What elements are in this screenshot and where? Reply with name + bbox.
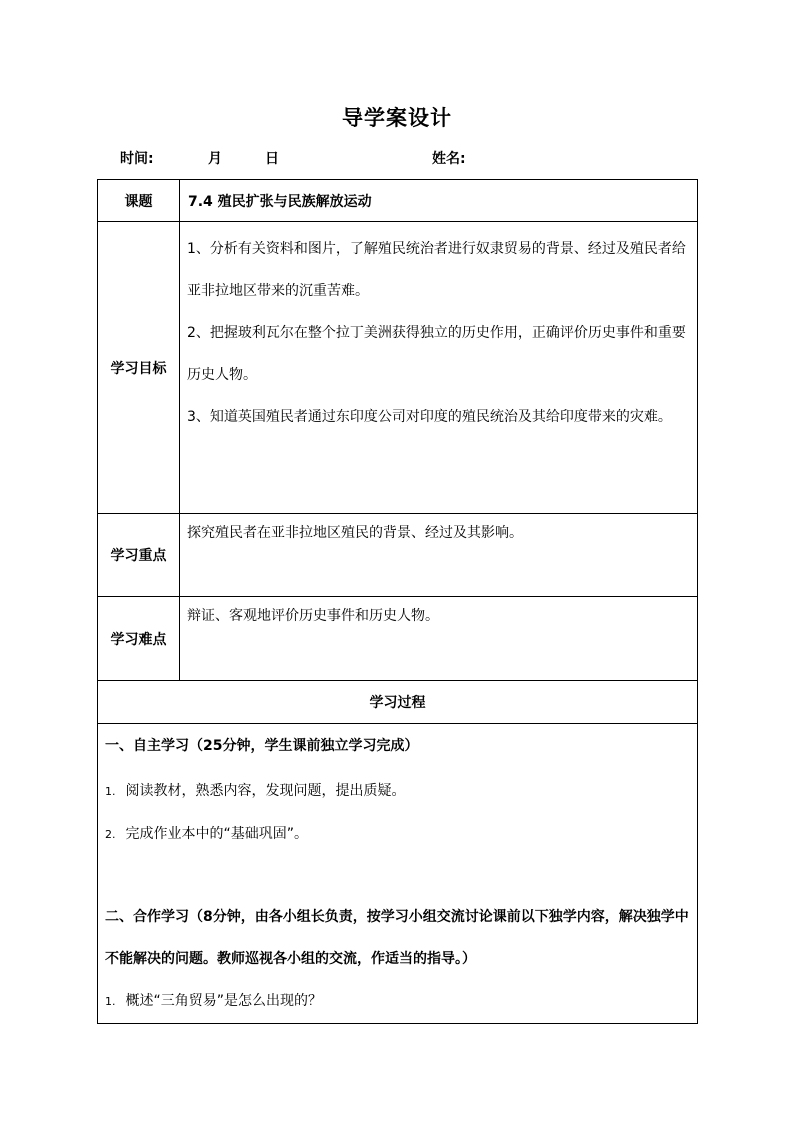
- difficulties-label: 学习难点: [98, 597, 180, 681]
- objectives-row: [98, 222, 698, 514]
- time-label: 时间:: [120, 151, 154, 167]
- key-points-value: 探究殖民者在亚非拉地区殖民的背景、经过及其影响。: [180, 514, 698, 597]
- lesson-plan-table: [97, 179, 698, 1024]
- section-cooperative-title: 二、合作学习（8分钟，由各小组长负责，按学习小组交流讨论课前以下独学内容，解决独学中不能解决的问题。教师巡视各小组的交流，作适当的指导。）: [105, 909, 689, 967]
- list-item-number: 2.: [105, 828, 116, 841]
- difficulties-value: 辩证、客观地评价历史事件和历史人物。: [180, 597, 698, 681]
- objectives-content: [180, 222, 698, 514]
- day-label: 日: [265, 151, 279, 167]
- process-content: [98, 724, 698, 1024]
- key-points-label: 学习重点: [98, 514, 180, 597]
- list-item: [105, 770, 691, 813]
- list-item-text: 阅读教材，熟悉内容，发现问题，提出质疑。: [125, 783, 406, 799]
- objective-item: 3、知道英国殖民者通过东印度公司对印度的殖民统治及其给印度带来的灾难。: [187, 409, 672, 425]
- list-item-number: 1.: [105, 785, 116, 798]
- list-item-number: 1.: [105, 995, 116, 1008]
- topic-row: [98, 180, 698, 222]
- key-points-row: [98, 514, 698, 597]
- process-label: 学习过程: [98, 681, 698, 724]
- difficulties-row: [98, 597, 698, 681]
- list-item-text: 概述“三角贸易”是怎么出现的？: [125, 993, 323, 1009]
- document-title: 导学案设计: [342, 106, 452, 130]
- list-item: [105, 813, 691, 856]
- name-label: 姓名:: [432, 151, 466, 167]
- process-header-row: [98, 681, 698, 724]
- section-self-study-title: 一、自主学习（25分钟，学生课前独立学习完成）: [105, 738, 419, 754]
- topic-label: 课题: [98, 180, 180, 222]
- list-item: [105, 980, 691, 1023]
- objective-item: 1、分析有关资料和图片，了解殖民统治者进行奴隶贸易的背景、经过及殖民者给亚非拉地区带来的沉重苦难。: [187, 241, 686, 299]
- list-item-text: 完成作业本中的“基础巩固”。: [125, 826, 309, 842]
- month-label: 月: [208, 151, 222, 167]
- objective-item: 2、把握玻利瓦尔在整个拉丁美洲获得独立的历史作用，正确评价历史事件和重要历史人物。: [187, 325, 686, 383]
- objectives-label: 学习目标: [98, 222, 180, 514]
- process-row: [98, 724, 698, 1024]
- topic-value: 7.4 殖民扩张与民族解放运动: [180, 180, 698, 222]
